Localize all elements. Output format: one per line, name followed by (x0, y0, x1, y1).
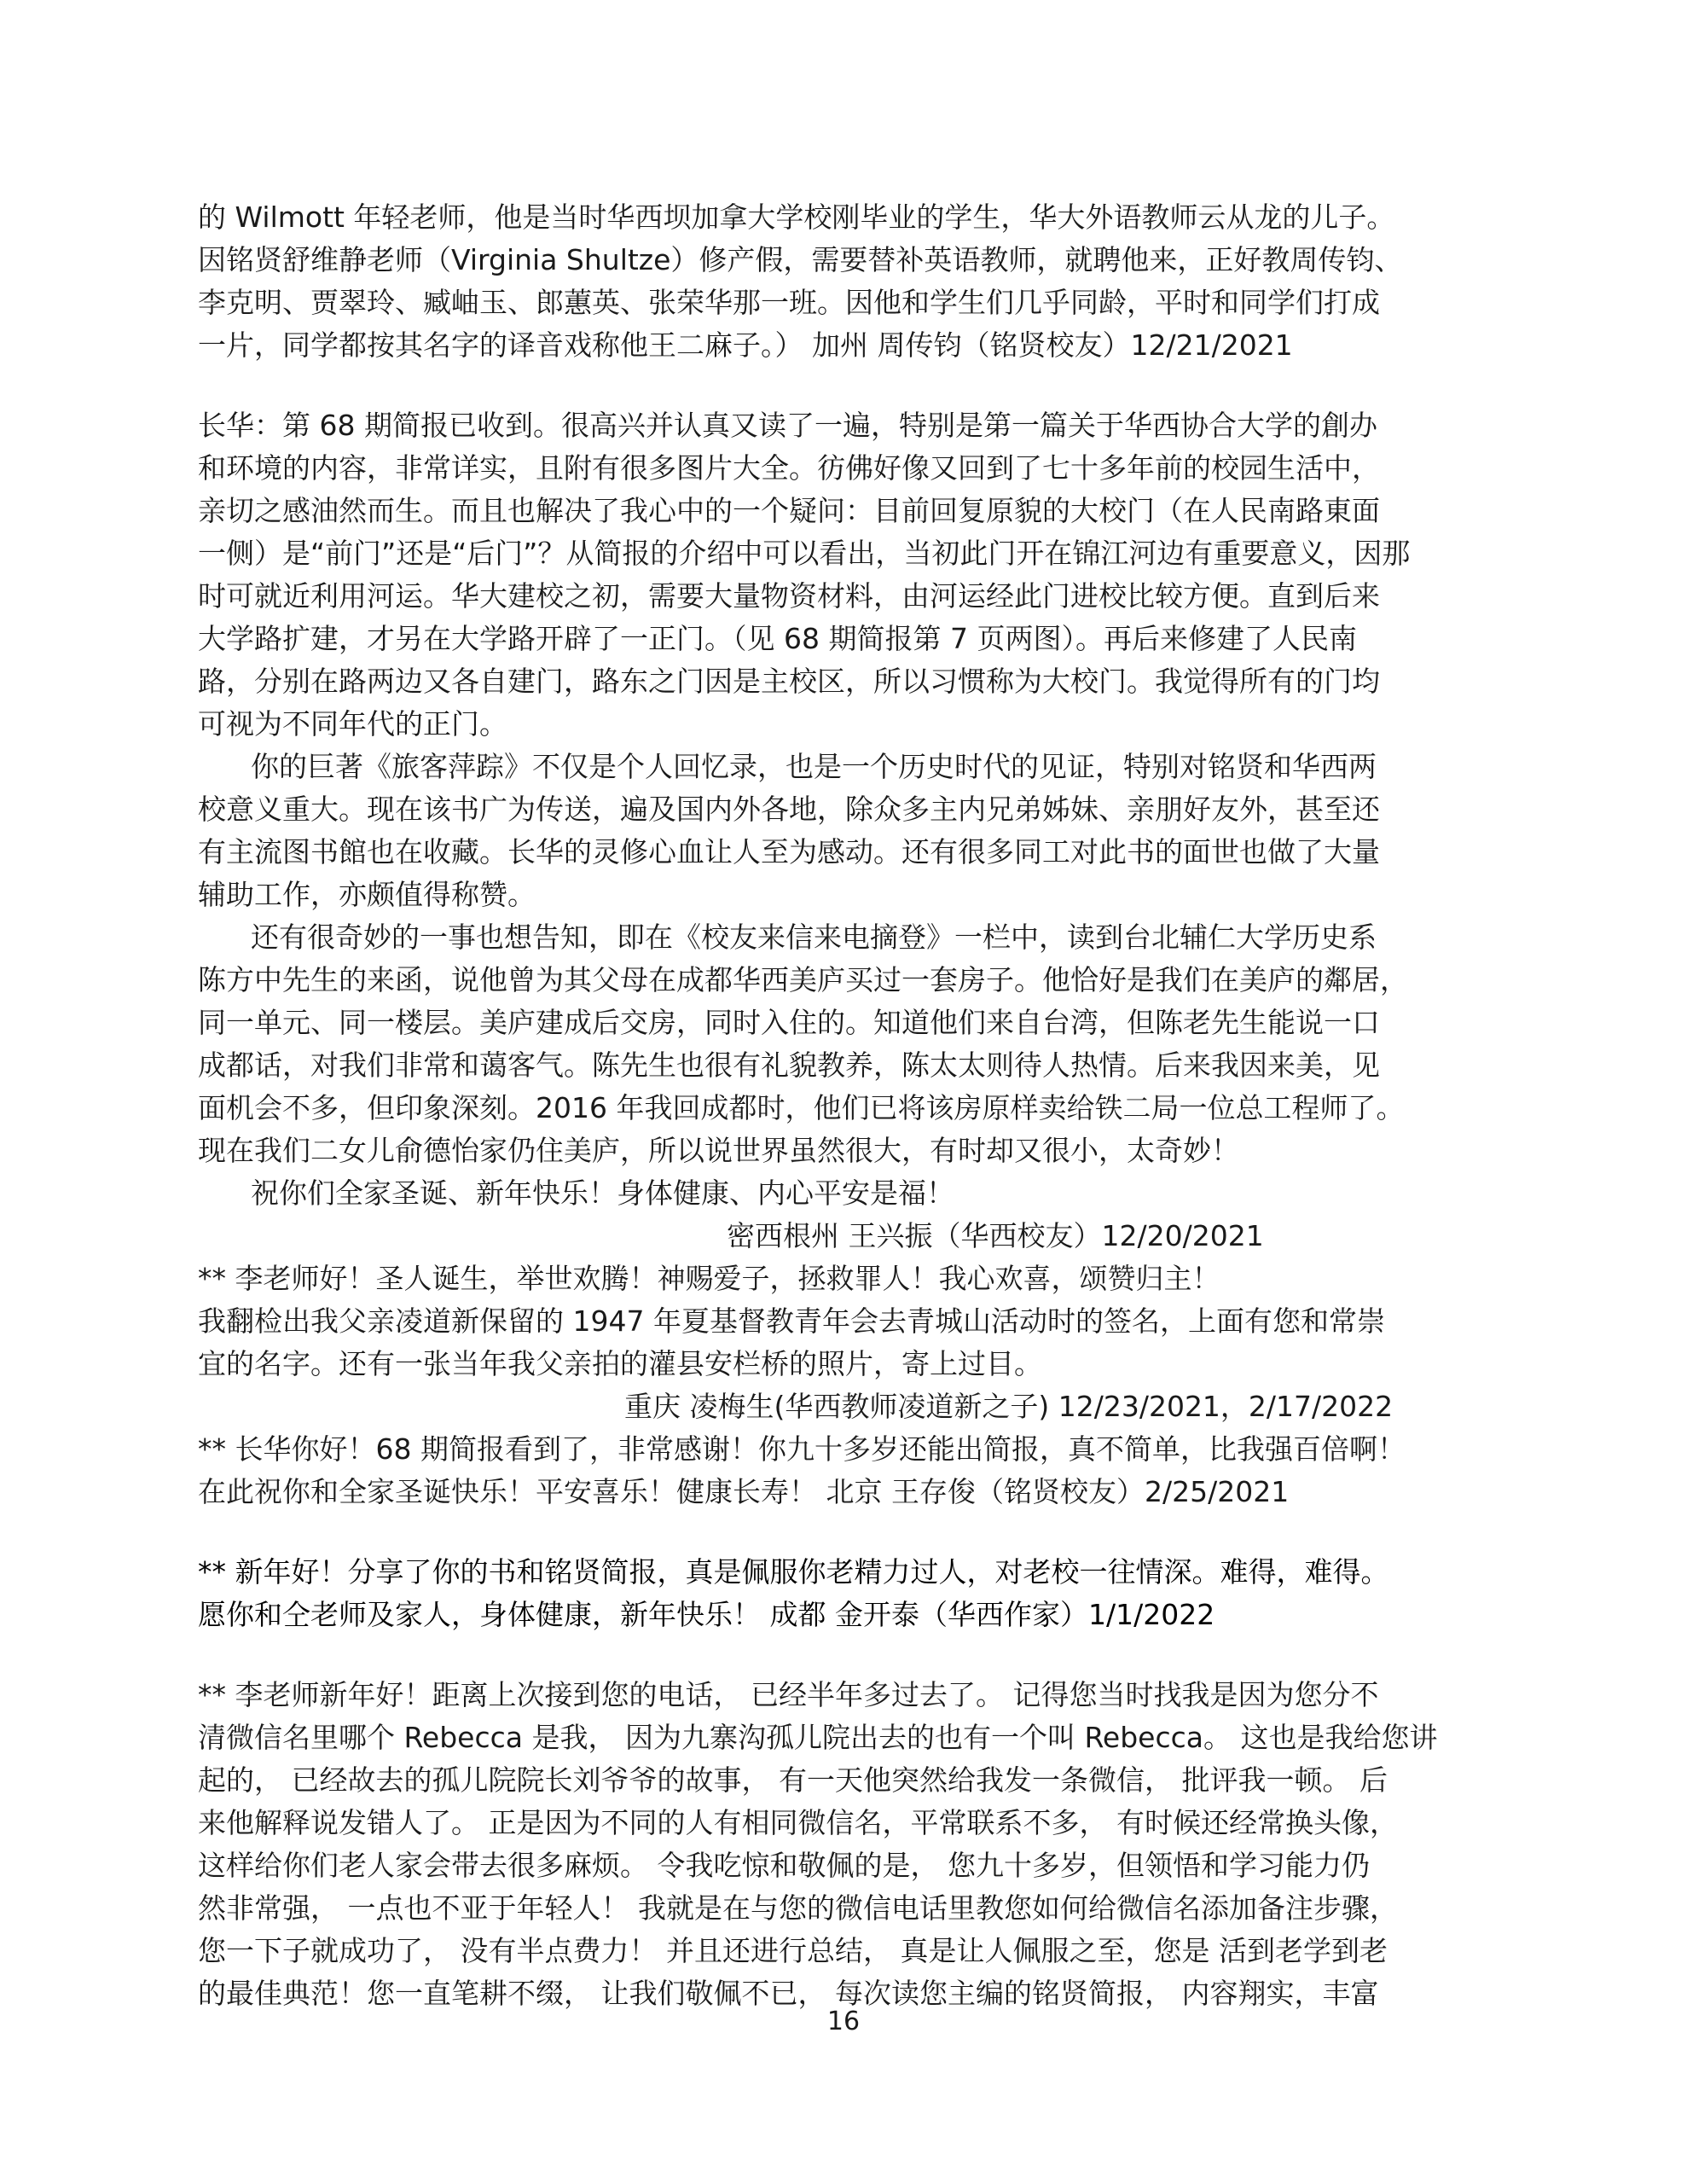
text-line: 的 Wilmott 年轻老师，他是当时华西坝加拿大学校刚毕业的学生，华大外语教师云从龙的儿子。 (198, 200, 1395, 234)
text-line: 您一下子就成功了， 没有半点费力！ 并且还进行总结， 真是让人佩服之至，您是 活到老学到老 (198, 1934, 1388, 1967)
page-number: 16 (826, 2007, 861, 2036)
letter-wang-cunjun (198, 1428, 1494, 1513)
text-line: 校意义重大。现在该书广为传送，遍及国内外各地，除众多主内兄弟姊妹、亲朋好友外，甚至还 (198, 793, 1380, 826)
text-line: 然非常强， 一点也不亚于年轻人！ 我就是在与您的微信电话里教您如何给微信名添加备注步骤， (198, 1891, 1398, 1925)
text-line: 现在我们二女儿俞德怡家仍住美庐，所以说世界虽然很大，有时却又很小，太奇妙！ (198, 1134, 1239, 1167)
text-line: 还有很奇妙的一事也想告知，即在《校友来信来电摘登》一栏中，读到台北辅仁大学历史系 (251, 921, 1377, 954)
text-line: 和环境的内容，非常详实，且附有很多图片大全。彷佛好像又回到了七十多年前的校园生活中， (198, 451, 1380, 485)
text-line: 大学路扩建，才另在大学路开辟了一正门。（见 68 期简报第 7 页两图）。再后来修建了人民南 (198, 622, 1357, 655)
text-line: 李克明、贾翠玲、臧岫玉、郎蕙英、张荣华那一班。因他和学生们几乎同龄，平时和同学们打成 (198, 286, 1380, 319)
text-line: ** 李老师好！圣人诞生，举世欢腾！神赐爱子，拯救罪人！我心欢喜，颂赞归主！ (198, 1262, 1220, 1295)
text-line: 在此祝你和全家圣诞快乐！平安喜乐！健康长寿！ 北京 王存俊（铭贤校友）2/25/2021 (198, 1475, 1290, 1508)
text-line: 起的， 已经故去的孤儿院院长刘爷爷的故事， 有一天他突然给我发一条微信， 批评我一顿。 后 (198, 1763, 1388, 1797)
text-line: ** 李老师新年好！距离上次接到您的电话， 已经半年多过去了。 记得您当时找我是因为您分不 (198, 1678, 1379, 1711)
text-line: 祝你们全家圣诞、新年快乐！身体健康、内心平安是福！ (251, 1176, 954, 1210)
text-line: 辅助工作，亦颇值得称赞。 (198, 878, 536, 911)
text-line: 成都话，对我们非常和蔼客气。陈先生也很有礼貌教养，陈太太则待人热情。后来我因来美，见 (198, 1048, 1380, 1082)
text-line: 陈方中先生的来函，说他曾为其父母在成都华西美庐买过一套房子。他恰好是我们在美庐的鄰居， (198, 963, 1408, 996)
text-line: 同一单元、同一楼层。美庐建成后交房，同时入住的。知道他们来自台湾，但陈老先生能说一口 (198, 1006, 1380, 1039)
letter-rebecca (198, 1674, 1494, 2015)
text-line: ** 新年好！分享了你的书和铭贤简报，真是佩服你老精力过人，对老校一往情深。难得，难得。 (198, 1555, 1389, 1589)
text-line: 路，分别在路两边又各自建门，路东之门因是主校区，所以习惯称为大校门。我觉得所有的门均 (198, 665, 1380, 698)
letter-ling-meisheng (198, 1258, 1494, 1428)
text-line: 长华：第 68 期简报已收到。很高兴并认真又读了一遍，特别是第一篇关于华西协合大学的創办 (198, 409, 1377, 442)
text-line: 亲切之感油然而生。而且也解决了我心中的一个疑问：目前回复原貌的大校门（在人民南路東面 (198, 494, 1380, 527)
letter-jin-kaitai (198, 1551, 1494, 1636)
text-line: 的最佳典范！您一直笔耕不缀， 让我们敬佩不已， 每次读您主编的铭贤简报， 内容翔实，丰富 (198, 1977, 1379, 2010)
text-line: 因铭贤舒维静老师（Virginia Shultze）修产假，需要替补英语教师，就聘他来，正好教周传钧、 (198, 243, 1403, 276)
letter-zhou-chuanjun (198, 196, 1494, 367)
text-line: 来他解释说发错人了。 正是因为不同的人有相同微信名，平常联系不多， 有时候还经常换头像， (198, 1806, 1398, 1839)
text-line: 面机会不多，但印象深刻。2016 年我回成都时，他们已将该房原样卖给铁二局一位总工程师了。 (198, 1091, 1405, 1124)
text-line: 清微信名里哪个 Rebecca 是我， 因为九寨沟孤儿院出去的也有一个叫 Rebecca。 这也是我给您讲 (198, 1721, 1438, 1754)
text-line: 愿你和仝老师及家人，身体健康，新年快乐！ 成都 金开泰（华西作家）1/1/2022 (198, 1598, 1215, 1631)
text-line: 一侧）是“前门”还是“后门”？从简报的介绍中可以看出，当初此门开在锦江河边有重要意义，因那 (198, 537, 1411, 570)
signature: 重庆 凌梅生(华西教师凌道新之子) 12/23/2021，2/17/2022 (624, 1390, 1394, 1423)
letter-wang-xingzhen (198, 404, 1494, 1258)
document-body (198, 196, 1494, 2015)
text-line: 时可就近利用河运。华大建校之初，需要大量物资材料，由河运经此门进校比较方便。直到后来 (198, 579, 1380, 613)
text-line: 一片，同学都按其名字的译音戏称他王二麻子。） 加州 周传钧（铭贤校友）12/21/2021 (198, 328, 1293, 362)
text-line: 宜的名字。还有一张当年我父亲拍的灌县安栏桥的照片，寄上过目。 (198, 1347, 1042, 1380)
text-line: 你的巨著《旅客萍踪》不仅是个人回忆录，也是一个历史时代的见证，特别对铭贤和华西两 (251, 750, 1377, 783)
text-line: ** 长华你好！68 期简报看到了，非常感谢！你九十多岁还能出简报，真不简单，比我强百倍啊！ (198, 1432, 1406, 1466)
text-line: 有主流图书館也在收藏。长华的灵修心血让人至为感动。还有很多同工对此书的面世也做了大量 (198, 835, 1380, 868)
text-line: 可视为不同年代的正门。 (198, 707, 507, 741)
text-line: 这样给你们老人家会带去很多麻烦。 令我吃惊和敬佩的是， 您九十多岁，但领悟和学习能力仍 (198, 1849, 1370, 1882)
text-line: 我翻检出我父亲凌道新保留的 1947 年夏基督教青年会去青城山活动时的签名，上面有您和常崇 (198, 1304, 1385, 1338)
signature: 密西根州 王兴振（华西校友）12/20/2021 (727, 1219, 1264, 1252)
